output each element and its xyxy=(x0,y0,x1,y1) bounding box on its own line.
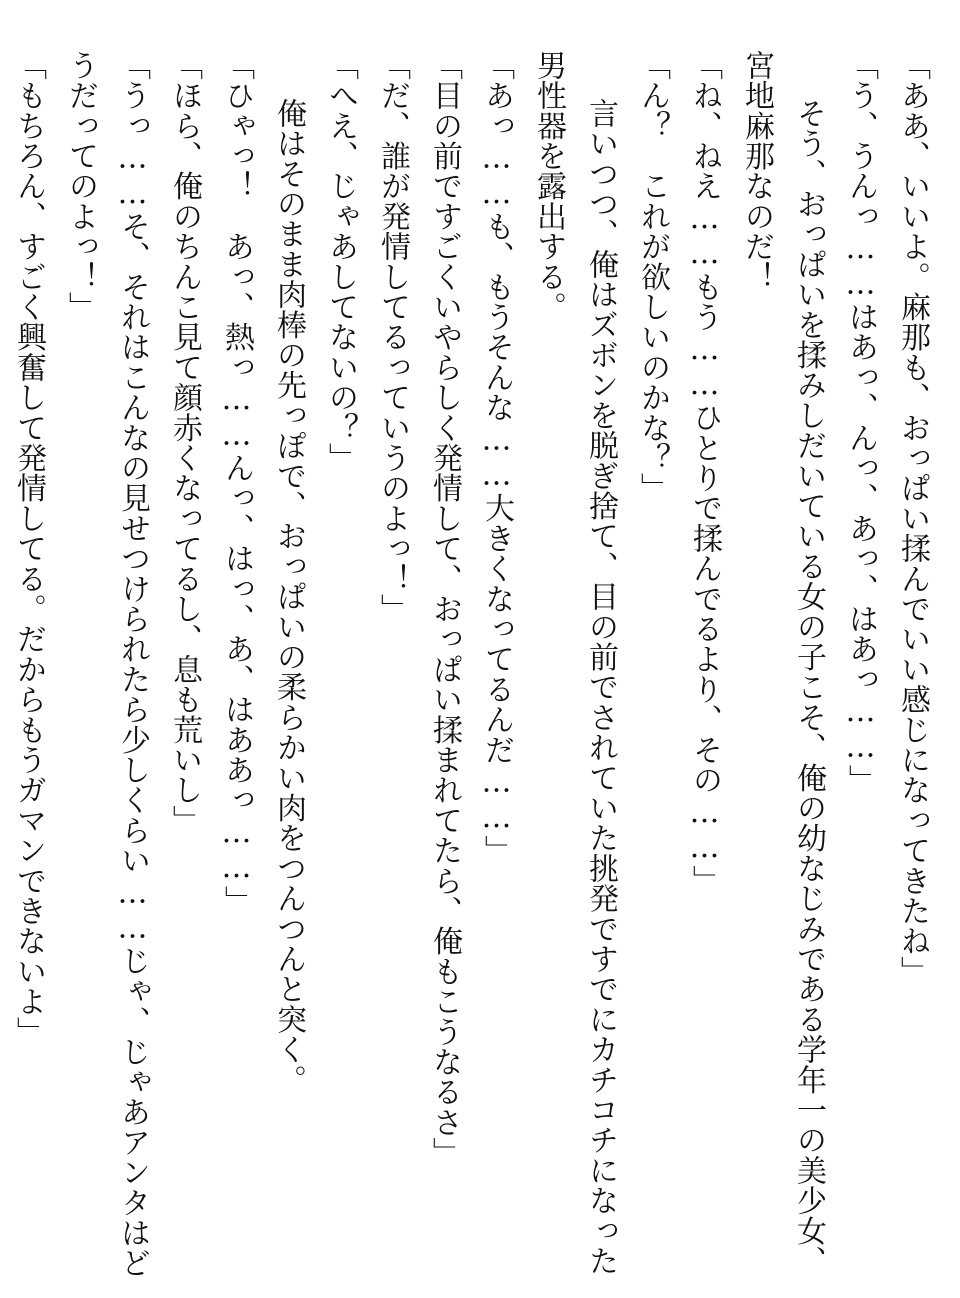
text-line-1: 「ああ、いいよ。麻那も、おっぱい揉んでいい感じになってきたね」 xyxy=(895,50,930,987)
text-line-6: 「ん？ これが欲しいのかな？」 xyxy=(635,50,670,503)
text-line-18: 「もちろん、すごく興奮して発情してる。だからもうガマンできないよ」 xyxy=(11,50,46,1047)
text-line-7: 言いつつ、俺はズボンを脱ぎ捨て、目の前でされていた挑発ですでにカチコチになった xyxy=(583,98,618,1276)
text-line-2: 「う、うんっ……はあっ、んっ、あっ、はあっ……」 xyxy=(843,50,878,795)
text-line-16: 「うっ……そ、それはこんなの見せつけられたら少しくらい……じゃ、じゃあアンタはど xyxy=(115,50,150,1278)
text-line-11: 「だ、誰が発情してるっていうのよっ！」 xyxy=(375,50,410,624)
text-line-13: 俺はそのまま肉棒の先っぽで、おっぱいの柔らかい肉をつんつんと突く。 xyxy=(271,98,306,1095)
text-line-17: うだってのよっ！」 xyxy=(63,50,98,322)
text-line-5: 「ね、ねえ……もう……ひとりで揉んでるより、その……」 xyxy=(687,50,722,896)
text-line-8: 男性器を露出する。 xyxy=(531,50,566,322)
text-line-9: 「あっ……も、もうそんな……大きくなってるんだ……」 xyxy=(479,50,514,866)
text-line-14: 「ひゃっ！ あっ、熱っ……んっ、はっ、あ、はああっ……」 xyxy=(219,50,254,916)
text-line-12: 「へえ、じゃあしてないの？」 xyxy=(323,50,358,473)
text-line-4: 宮地麻那なのだ！ xyxy=(739,50,774,292)
text-line-10: 「目の前ですごくいやらしく発情して、おっぱい揉まれてたら、俺もこうなるさ」 xyxy=(427,50,462,1168)
text-line-15: 「ほら、俺のちんこ見て顔赤くなってるし、息も荒いし」 xyxy=(167,50,202,836)
text-line-3: そう、おっぱいを揉みしだいている女の子こそ、俺の幼なじみである学年一の美少女、 xyxy=(791,98,826,1276)
